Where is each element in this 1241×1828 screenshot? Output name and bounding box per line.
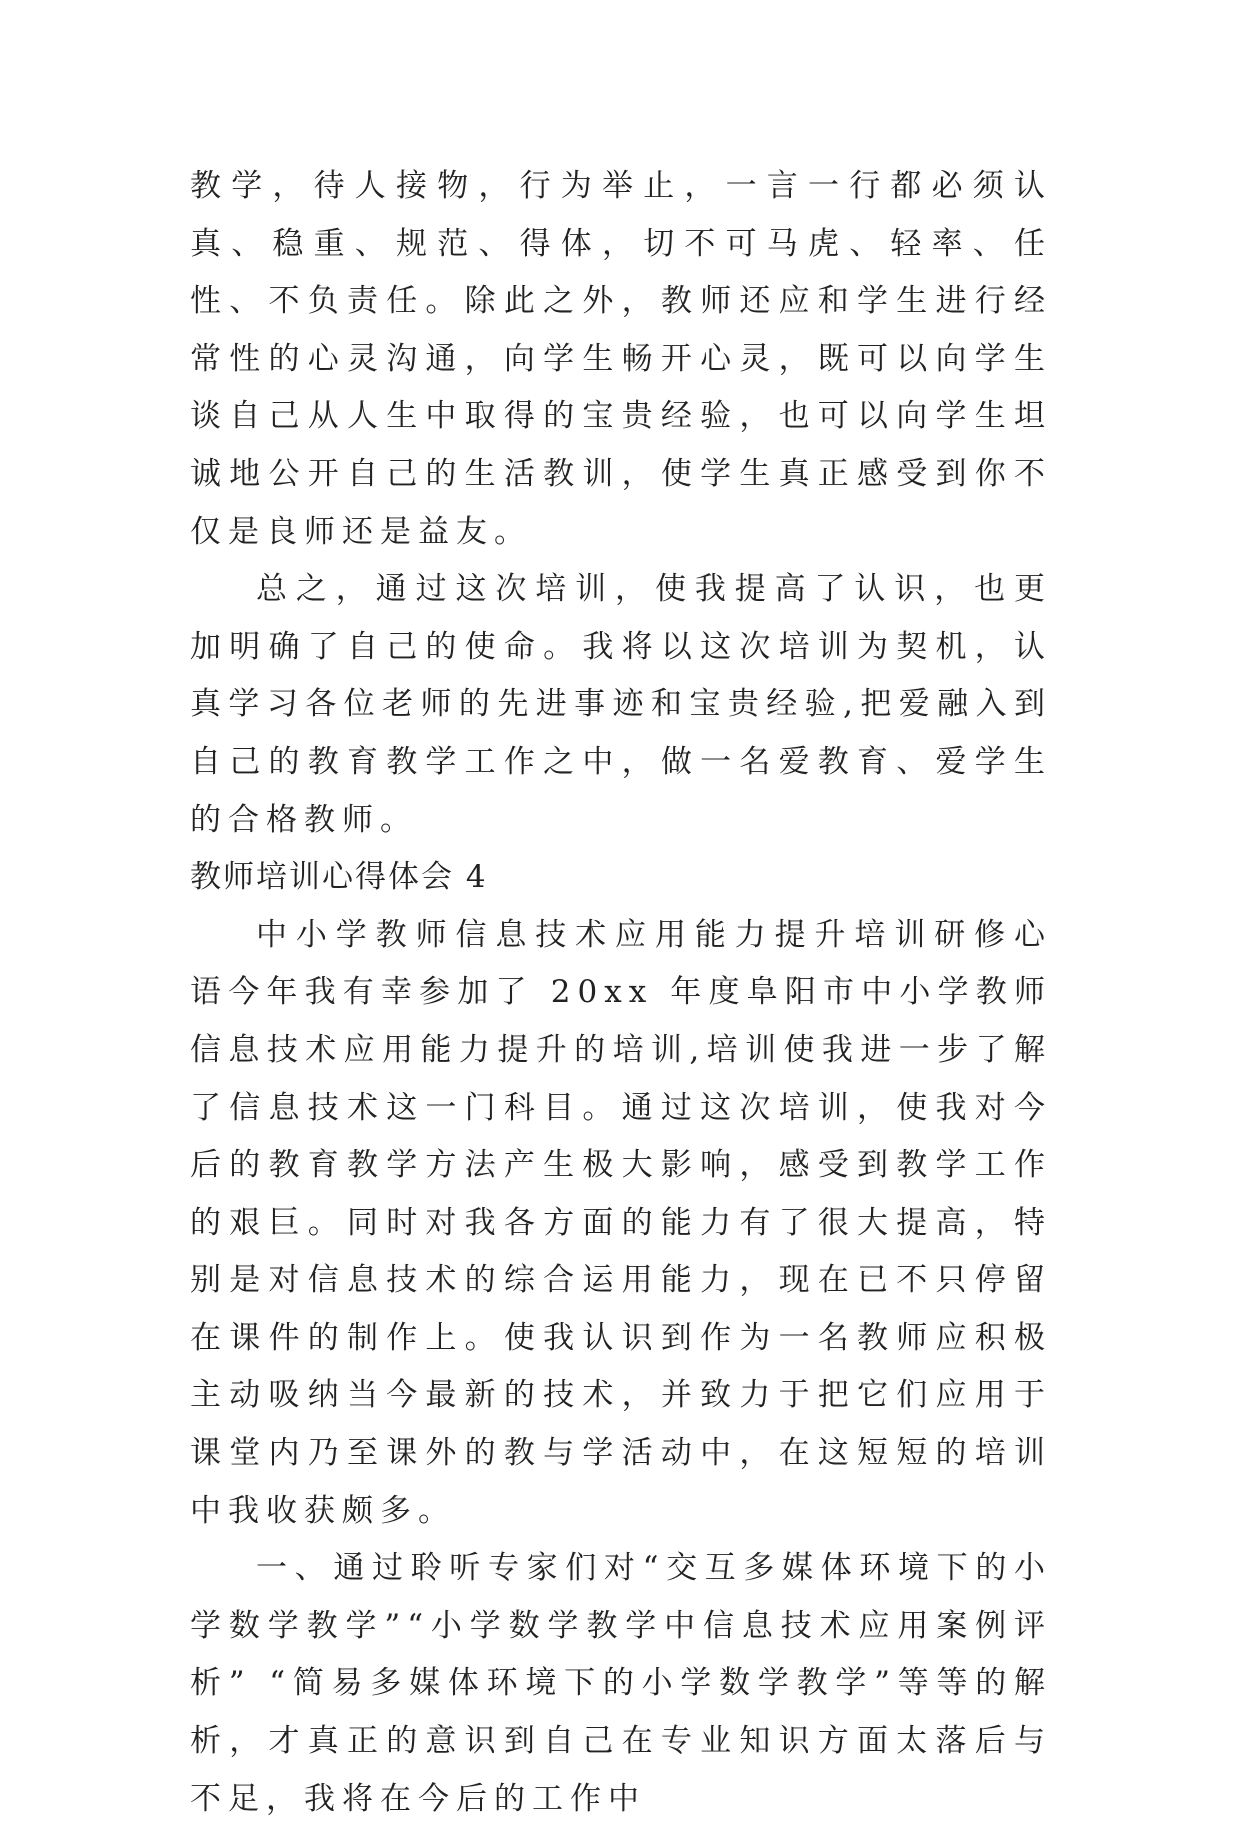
paragraph-point-one: 一、通过聆听专家们对“交互多媒体环境下的小学数学教学”“小学数学教学中信息技术应用案例评析” “简易多媒体环境下的小学数学教学”等等的解析，才真正的意识到自己在专业知识方面太落后与不足，我将在今后的工作中 [190, 1550, 1052, 1817]
paragraph-continuation: 教学，待人接物，行为举止，一言一行都必须认真、稳重、规范、得体，切不可马虎、轻率、任性、不负责任。除此之外，教师还应和学生进行经常性的心灵沟通，向学生畅开心灵，既可以向学生谈自己从人生中取得的宝贵经验，也可以向学生坦诚地公开自己的生活教训，使学生真正感受到你不仅是良师还是益友。 [190, 168, 1052, 550]
section-heading: 教师培训心得体会 4 [190, 859, 488, 896]
document-page [190, 158, 1052, 1828]
paragraph-intro: 中小学教师信息技术应用能力提升培训研修心语今年我有幸参加了 20xx 年度阜阳市中小学教师信息技术应用能力提升的培训,培训使我进一步了解了信息技术这一门科目。通过这次培训，使我对今后的教育教学方法产生极大影响，感受到教学工作的艰巨。同时对我各方面的能力有了很大提高，特别是对信息技术的综合运用能力，现在已不只停留在课件的制作上。使我认识到作为一名教师应积极主动吸纳当今最新的技术，并致力于把它们应用于课堂内乃至课外的教与学活动中，在这短短的培训中我收获颇多。 [190, 916, 1052, 1529]
paragraph-conclusion: 总之，通过这次培训，使我提高了认识，也更加明确了自己的使命。我将以这次培训为契机，认真学习各位老师的先进事迹和宝贵经验,把爱融入到自己的教育教学工作之中，做一名爱教育、爱学生的合格教师。 [190, 571, 1052, 838]
